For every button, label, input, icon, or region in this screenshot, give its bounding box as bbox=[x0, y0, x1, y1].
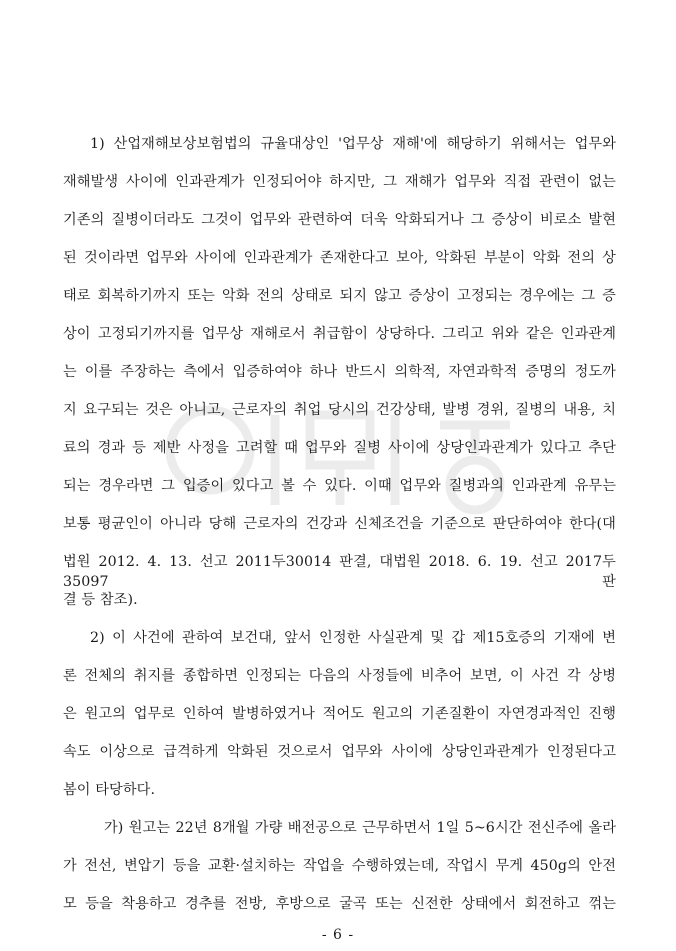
paragraph-1-line-9: 료의 경과 등 제반 사정을 고려할 때 업무와 질병 사이에 상당인과관계가 있다고 추단 bbox=[63, 440, 616, 456]
paragraph-1-line-3: 기존의 질병이더라도 그것이 업무와 관련하여 더욱 악화되거나 그 증상이 비로소 발현 bbox=[63, 212, 616, 228]
paragraph-1-line-11: 보통 평균인이 아니라 당해 근로자의 건강과 신체조건을 기준으로 판단하여야 한다(대 bbox=[63, 516, 616, 532]
paragraph-2-line-1: 2) 이 사건에 관하여 보건대, 앞서 인정한 사실관계 및 갑 제15호증의 기재에 변 bbox=[90, 630, 616, 646]
paragraph-3-line-3: 모 등을 착용하고 경추를 전방, 후방으로 굴곡 또는 신전한 상태에서 회전하고 꺾는 bbox=[63, 896, 616, 912]
paragraph-3-line-1: 가) 원고는 22년 8개월 가량 배전공으로 근무하면서 1일 5~6시간 전신주에 올라 bbox=[104, 820, 616, 836]
paragraph-1-line-4: 된 것이라면 업무와 사이에 인과관계가 존재한다고 보아, 악화된 부분이 악화 전의 상 bbox=[63, 250, 616, 266]
paragraph-2-line-4: 속도 이상으로 급격하게 악화된 것으로서 업무와 사이에 상당인과관계가 인정된다고 bbox=[63, 744, 616, 760]
paragraph-1-line-5: 태로 회복하기까지 또는 악화 전의 상태로 되지 않고 증상이 고정되는 경우에는 그 증 bbox=[63, 288, 616, 304]
page-number: - 6 - bbox=[321, 927, 355, 943]
paragraph-3-line-2: 가 전선, 변압기 등을 교환·설치하는 작업을 수행하였는데, 작업시 무게 450g의 안전 bbox=[63, 858, 616, 874]
paragraph-1-line-13: 결 등 참조). bbox=[63, 592, 138, 608]
paragraph-2-line-2: 론 전체의 취지를 종합하면 인정되는 다음의 사정들에 비추어 보면, 이 사건 각 상병 bbox=[63, 668, 616, 684]
paragraph-2-line-5: 봄이 타당하다. bbox=[63, 782, 156, 798]
paragraph-1-line-7: 는 이를 주장하는 측에서 입증하여야 하나 반드시 의학적, 자연과학적 증명의 정도까 bbox=[63, 364, 616, 380]
paragraph-1-line-1: 1) 산업재해보상보험법의 규율대상인 '업무상 재해'에 해당하기 위해서는 업무와 bbox=[90, 136, 616, 152]
paragraph-1-line-2: 재해발생 사이에 인과관계가 인정되어야 하지만, 그 재해가 업무와 직접 관련이 없는 bbox=[63, 174, 616, 190]
paragraph-1-line-12: 법원 2012. 4. 13. 선고 2011두30014 판결, 대법원 2018. 6. 19. 선고 2017두35097 판 bbox=[63, 554, 616, 590]
paragraph-1-line-10: 되는 경우라면 그 입증이 있다고 볼 수 있다. 이때 업무와 질병과의 인과관계 유무는 bbox=[63, 478, 616, 494]
paragraph-1-line-8: 지 요구되는 것은 아니고, 근로자의 취업 당시의 건강상태, 발병 경위, 질병의 내용, 치 bbox=[63, 402, 616, 418]
paragraph-1-line-6: 상이 고정되기까지를 업무상 재해로서 취급함이 상당하다. 그리고 위와 같은 인과관계 bbox=[63, 326, 616, 342]
paragraph-2-line-3: 은 원고의 업무로 인하여 발병하였거나 적어도 원고의 기존질환이 자연경과적인 진행 bbox=[63, 706, 616, 722]
